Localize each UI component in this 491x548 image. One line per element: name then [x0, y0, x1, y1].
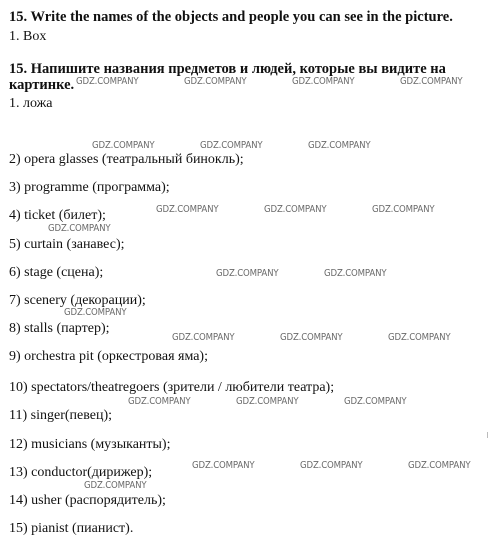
- watermark: GDZ.COMPANY: [372, 204, 435, 215]
- english-answer: 1. Box: [9, 29, 47, 44]
- russian-task-heading-line-2: картинке.: [9, 77, 75, 93]
- answer-item: 11) singer(певец);: [9, 408, 113, 423]
- watermark: GDZ.COMPANY: [308, 140, 371, 151]
- watermark: GDZ.COMPANY: [236, 396, 299, 407]
- watermark: GDZ.COMPANY: [408, 460, 471, 471]
- answer-item: 14) usher (распорядитель);: [9, 493, 166, 508]
- watermark: GDZ.COMPANY: [200, 140, 263, 151]
- watermark: GDZ.COMPANY: [192, 460, 255, 471]
- edge-artifact: [487, 432, 488, 438]
- watermark: GDZ.COMPANY: [292, 76, 355, 87]
- answer-item: 3) programme (программа);: [9, 180, 170, 195]
- watermark: GDZ.COMPANY: [300, 460, 363, 471]
- watermark: GDZ.COMPANY: [344, 396, 407, 407]
- watermark: GDZ.COMPANY: [216, 268, 279, 279]
- answer-item: 5) curtain (занавес);: [9, 237, 125, 252]
- answer-item: 8) stalls (партер);: [9, 321, 110, 336]
- answer-item: 12) musicians (музыканты);: [9, 437, 171, 452]
- watermark: GDZ.COMPANY: [264, 204, 327, 215]
- answer-item: 7) scenery (декорации);: [9, 293, 146, 308]
- answer-item: 2) opera glasses (театральный бинокль);: [9, 152, 244, 167]
- answer-item: 15) pianist (пианист).: [9, 521, 134, 536]
- watermark: GDZ.COMPANY: [48, 223, 111, 234]
- english-task-heading: 15. Write the names of the objects and people you can see in the picture.: [9, 9, 453, 25]
- answer-item: 13) conductor(дирижер);: [9, 465, 153, 480]
- watermark: GDZ.COMPANY: [388, 332, 451, 343]
- watermark: GDZ.COMPANY: [76, 76, 139, 87]
- watermark: GDZ.COMPANY: [128, 396, 191, 407]
- watermark: GDZ.COMPANY: [324, 268, 387, 279]
- watermark: GDZ.COMPANY: [280, 332, 343, 343]
- watermark: GDZ.COMPANY: [400, 76, 463, 87]
- russian-task-heading-line-1: 15. Напишите названия предметов и людей, которые вы видите на: [9, 61, 446, 77]
- answer-item: 4) ticket (билет);: [9, 208, 106, 223]
- watermark: GDZ.COMPANY: [92, 140, 155, 151]
- watermark: GDZ.COMPANY: [156, 204, 219, 215]
- watermark: GDZ.COMPANY: [184, 76, 247, 87]
- watermark: GDZ.COMPANY: [172, 332, 235, 343]
- russian-first-item: 1. ложа: [9, 96, 53, 111]
- answer-item: 9) orchestra pit (оркестровая яма);: [9, 349, 208, 364]
- answer-item: 10) spectators/theatregoers (зрители / любители театра);: [9, 380, 335, 395]
- watermark: GDZ.COMPANY: [84, 480, 147, 491]
- watermark: GDZ.COMPANY: [64, 307, 127, 318]
- answer-item: 6) stage (сцена);: [9, 265, 104, 280]
